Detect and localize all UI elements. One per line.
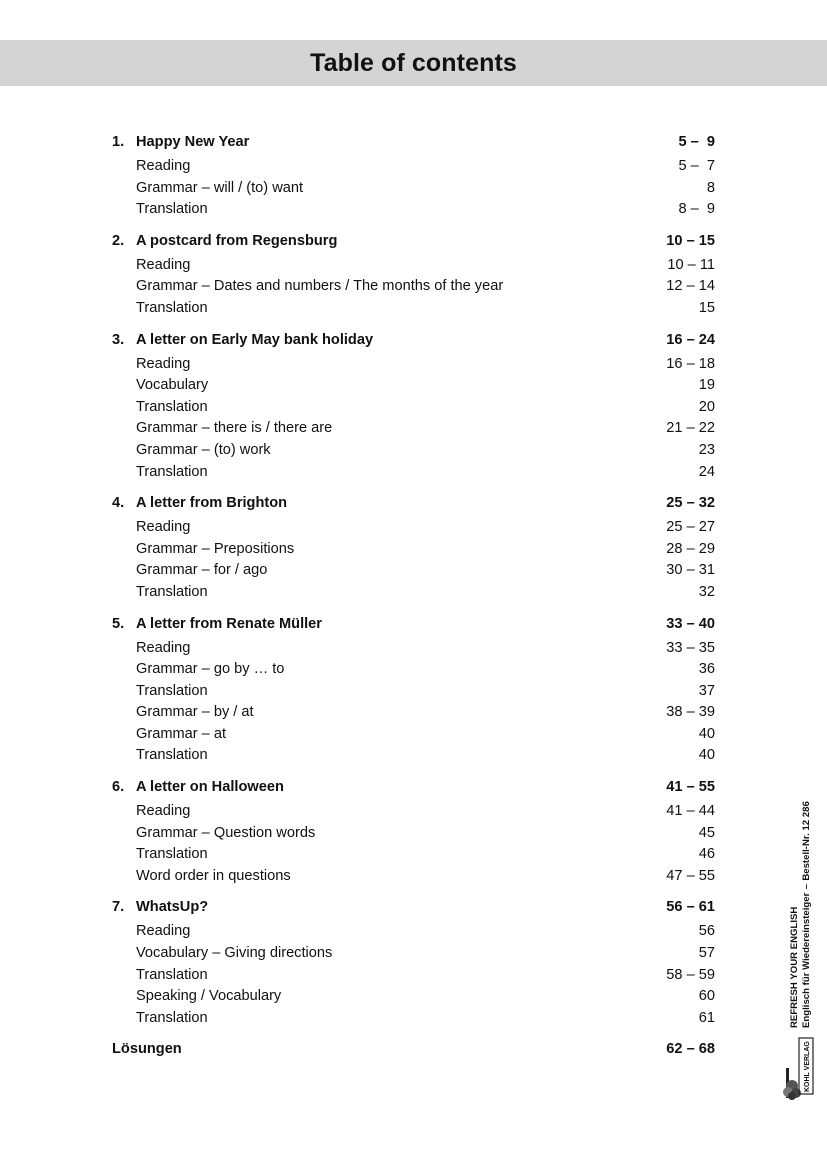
toc-section [112,491,715,603]
toc-item [112,582,715,604]
toc-item-label: Translation [136,201,208,218]
toc-item-label: Grammar – Dates and numbers / The months of the year [136,278,504,295]
toc-item [112,298,715,320]
toc-item-pages: 46 [698,846,715,863]
toc-item [112,178,715,200]
solutions-label: Lösungen [112,1041,182,1058]
toc-item-pages: 57 [698,945,715,962]
section-heading [112,229,715,253]
section-pages: 41 – 55 [666,779,715,796]
section-heading [112,775,715,799]
imprint-title: REFRESH YOUR ENGLISH [789,906,800,1028]
toc-item-pages: 24 [698,463,715,480]
toc-item-pages: 58 – 59 [666,966,715,983]
toc-item [112,823,715,845]
section-number: 5. [112,615,125,632]
toc-item-pages: 40 [698,747,715,764]
toc-item-label: Translation [136,398,208,415]
section-title: A letter from Renate Müller [136,615,322,632]
toc-item-label: Translation [136,463,208,480]
toc-item-pages: 37 [698,682,715,699]
section-title: WhatsUp? [136,899,209,916]
toc-item [112,866,715,888]
toc-item-label: Vocabulary – Giving directions [136,945,333,962]
section-heading [112,130,715,154]
section-heading-left [112,229,337,253]
tree-icon [783,1068,801,1100]
publisher-logo [783,1030,817,1102]
toc-section [112,775,715,887]
toc-item-label: Grammar – Prepositions [136,540,295,557]
toc-item-label: Grammar – Question words [136,824,316,841]
toc-item [112,986,715,1008]
toc-section [112,895,715,1029]
toc-item [112,199,715,221]
section-heading-left [112,328,373,352]
table-of-contents [112,130,715,1063]
toc-item [112,276,715,298]
toc-item-pages: 20 [698,398,715,415]
section-title: A letter on Early May bank holiday [136,331,374,348]
section-title: A letter on Halloween [136,779,284,796]
section-title: A letter from Brighton [136,495,288,512]
section-heading [112,895,715,919]
toc-item-label: Translation [136,1009,208,1026]
toc-item [112,397,715,419]
section-pages: 5 – 9 [678,134,715,150]
imprint-subtitle: Englisch für Wiedereinsteiger [801,892,812,1028]
toc-item-label: Speaking / Vocabulary [136,988,282,1005]
toc-item-pages: 30 – 31 [666,562,715,579]
toc-item-pages: 33 – 35 [666,639,715,656]
toc-item-pages: 41 – 44 [666,803,715,820]
toc-item [112,681,715,703]
section-heading-left [112,491,287,515]
toc-item [112,354,715,376]
page-title: Table of contents [310,48,517,77]
toc-item [112,418,715,440]
toc-item-pages: 47 – 55 [666,867,715,884]
section-heading [112,328,715,352]
toc-item-label: Reading [136,803,191,820]
toc-item-label: Word order in questions [136,867,291,884]
toc-item [112,462,715,484]
section-pages: 16 – 24 [666,331,715,348]
section-heading-left [112,895,208,919]
toc-item-label: Translation [136,583,208,600]
section-pages: 33 – 40 [666,615,715,632]
section-pages: 10 – 15 [666,232,715,249]
toc-item-label: Grammar – will / (to) want [136,179,304,196]
toc-item-pages: 38 – 39 [666,704,715,721]
toc-item-label: Grammar – (to) work [136,441,271,458]
toc-item-pages: 19 [698,377,715,394]
toc-item-label: Translation [136,966,208,983]
toc-item-label: Vocabulary [136,377,209,394]
toc-item-label: Reading [136,923,191,940]
toc-item [112,255,715,277]
toc-item-pages: 36 [698,661,715,678]
toc-item-pages: 40 [698,725,715,742]
toc-item-pages: 12 – 14 [666,278,715,295]
toc-item-label: Grammar – for / ago [136,562,268,579]
toc-item-pages: 28 – 29 [666,540,715,557]
toc-item-label: Reading [136,519,191,536]
toc-item [112,156,715,178]
toc-item-label: Grammar – by / at [136,704,254,721]
toc-item [112,1008,715,1030]
toc-item [112,638,715,660]
toc-item [112,943,715,965]
section-title: A postcard from Regensburg [136,232,338,249]
section-number: 1. [112,134,125,150]
toc-item-pages: 23 [698,441,715,458]
toc-item [112,560,715,582]
section-number: 4. [112,495,125,512]
toc-item-pages: 10 – 11 [667,256,715,273]
toc-item [112,375,715,397]
imprint-order-number: Bestell-Nr. 12 286 [801,801,812,881]
toc-item-label: Translation [136,299,208,316]
section-number: 2. [112,232,125,249]
toc-section [112,130,715,221]
section-title: Happy New Year [136,134,250,150]
toc-item-pages: 8 – 9 [678,201,715,218]
toc-item [112,517,715,539]
toc-item-pages: 25 – 27 [666,519,715,536]
toc-item-label: Grammar – there is / there are [136,420,333,437]
title-band [0,40,827,86]
toc-item-label: Reading [136,256,191,273]
section-pages: 25 – 32 [666,495,715,512]
toc-item-label: Translation [136,682,208,699]
section-heading [112,491,715,515]
toc-item-label: Reading [136,639,191,656]
toc-item [112,702,715,724]
toc-item [112,659,715,681]
section-number: 3. [112,331,125,348]
toc-item-label: Translation [136,846,208,863]
toc-item-pages: 32 [698,583,715,600]
solutions-row [112,1037,715,1061]
solutions-pages: 62 – 68 [666,1041,715,1058]
toc-item-pages: 56 [698,923,715,940]
toc-item-pages: 15 [698,299,715,316]
toc-item-pages: 61 [698,1009,715,1026]
toc-item-pages: 16 – 18 [666,355,715,372]
toc-section [112,229,715,320]
section-heading [112,612,715,636]
toc-item-pages: 8 [706,179,715,196]
section-number: 6. [112,779,125,796]
toc-item [112,965,715,987]
toc-item-label: Reading [136,355,191,372]
toc-item [112,539,715,561]
section-heading-left [112,612,322,636]
toc-item-label: Translation [136,747,208,764]
toc-item [112,440,715,462]
toc-item [112,844,715,866]
section-pages: 56 – 61 [666,899,715,916]
logo-text: KOHL VERLAG [804,1041,811,1092]
toc-item-label: Grammar – go by … to [136,661,285,678]
toc-item-pages: 21 – 22 [666,420,715,437]
toc-item [112,921,715,943]
toc-section [112,612,715,768]
section-number: 7. [112,899,125,916]
toc-item-pages: 60 [698,988,715,1005]
imprint-separator: – [801,884,812,890]
toc-item-label: Reading [136,158,191,174]
toc-item-label: Grammar – at [136,725,227,742]
toc-item [112,724,715,746]
toc-item-pages: 5 – 7 [678,158,715,174]
toc-item [112,801,715,823]
toc-item [112,745,715,767]
toc-section [112,328,715,484]
section-heading-left [112,130,249,154]
toc-item-pages: 45 [698,824,715,841]
section-heading-left [112,775,284,799]
